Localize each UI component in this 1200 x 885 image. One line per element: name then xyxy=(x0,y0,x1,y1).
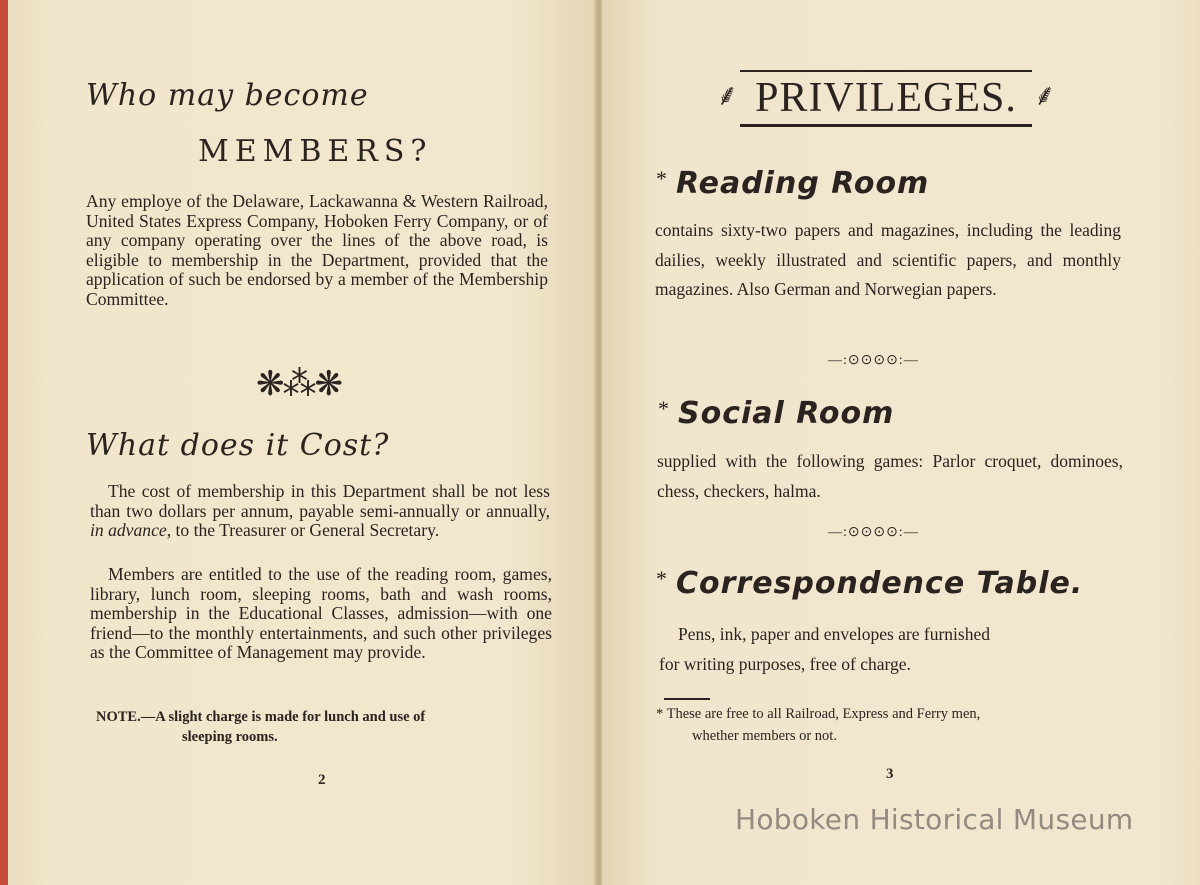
footnote-line-1: * These are free to all Railroad, Express and Ferry men, xyxy=(656,706,981,722)
asterisk: * xyxy=(658,396,670,421)
correspondence-text xyxy=(659,619,1128,679)
title-ornament-right-icon: ⸙ xyxy=(1033,79,1056,112)
cost-text-b: , to the Treasurer or General Secretary. xyxy=(166,520,440,541)
correspondence-line-1: Pens, ink, paper and envelopes are furnished xyxy=(678,624,990,644)
cost-text-emphasis: in advance xyxy=(90,520,167,541)
correspondence-table-title: Correspondence Table. xyxy=(676,566,1084,601)
cost-paragraph-2: Members are entitled to the use of the reading room, games, library, lunch room, sleeping rooms, bath and wash rooms, membership in the Educational Classes, admission—with one friend—to the monthly entertainments, and such other privileges as the Committee of Management may provide. xyxy=(90,564,552,663)
heading-what-does-it-cost: What does it Cost? xyxy=(86,428,390,463)
note-line-1: NOTE.—A slight charge is made for lunch and use of xyxy=(96,709,426,725)
reading-room-heading xyxy=(656,166,929,201)
page-number-right: 3 xyxy=(886,766,894,782)
who-paragraph: Any employe of the Delaware, Lackawanna & Western Railroad, United States Express Company, Hoboken Ferry Company, or of any company operating over the lines of the above road, is eligible to membership in the Department, provided that the application of such be endorsed by a member of the Membership Committee. xyxy=(86,191,548,309)
section-divider: —:⊙⊙⊙⊙:— xyxy=(828,353,919,368)
social-room-text: supplied with the following games: Parlor croquet, dominoes, chess, checkers, halma. xyxy=(657,451,1123,501)
note xyxy=(96,707,558,747)
social-room-title: Social Room xyxy=(678,396,895,431)
privileges-title-box xyxy=(716,66,1056,130)
right-page xyxy=(602,0,1200,885)
museum-watermark: Hoboken Historical Museum xyxy=(735,803,1134,836)
heading-members: MEMBERS? xyxy=(198,134,433,169)
correspondence-line-2: for writing purposes, free of charge. xyxy=(659,654,911,674)
asterisk: * xyxy=(656,166,668,191)
correspondence-table-heading xyxy=(656,566,1083,601)
cover-edge xyxy=(0,0,8,885)
cost-paragraph-1 xyxy=(90,482,550,541)
page-number-left: 2 xyxy=(318,772,326,788)
reading-room-text: contains sixty-two papers and magazines, including the leading dailies, weekly illustrated and scientific papers, and monthly magazines. Also German and Norwegian papers. xyxy=(655,220,1121,300)
section-divider: —:⊙⊙⊙⊙:— xyxy=(828,525,919,540)
footnote-rule xyxy=(664,698,710,700)
reading-room-title: Reading Room xyxy=(676,166,930,201)
footnote xyxy=(656,703,1126,747)
asterisk: * xyxy=(656,566,668,591)
note-line-2: sleeping rooms. xyxy=(182,729,278,745)
left-page xyxy=(8,0,596,885)
footnote-line-2: whether members or not. xyxy=(692,728,837,744)
title-ornament-left-icon: ⸙ xyxy=(716,79,739,112)
page-title: PRIVILEGES. xyxy=(740,70,1032,127)
cost-text-a: The cost of membership in this Department shall be not less than two dollars per annum, payable semi-annually or annually, xyxy=(90,481,550,521)
ornament-divider: ❋⁂❋ xyxy=(256,366,341,403)
heading-who-may-become: Who may become xyxy=(86,78,369,113)
social-room-heading xyxy=(658,396,894,431)
